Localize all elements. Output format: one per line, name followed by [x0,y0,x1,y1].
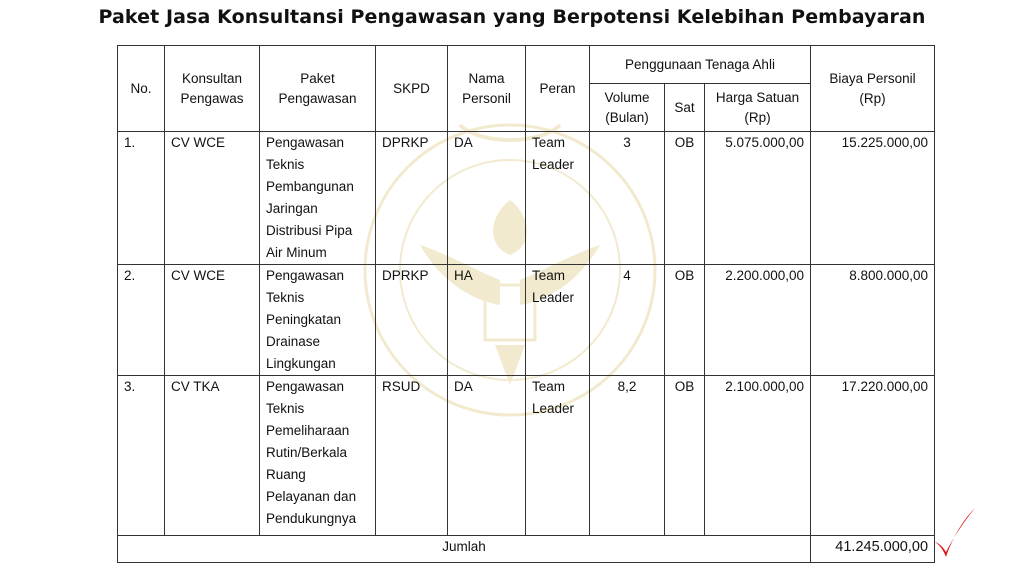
cell-nama: DA [448,376,526,536]
total-label: Jumlah [118,536,811,563]
header-no: No. [118,46,165,132]
cell-peran: Team Leader [526,265,590,376]
cell-volume: 3 [590,132,665,265]
cell-paket: Pengawasan Teknis Pembangunan Jaringan Distribusi Pipa Air Minum [260,132,376,265]
header-konsultan: Konsultan Pengawas [165,46,260,132]
cell-no: 3. [118,376,165,536]
header-skpd: SKPD [376,46,448,132]
checkmark-icon [930,505,978,563]
cell-sat: OB [665,376,705,536]
cell-paket: Pengawasan Teknis Pemeliharaan Rutin/Berkala Ruang Pelayanan dan Pendukungnya [260,376,376,536]
cell-harga: 2.100.000,00 [705,376,811,536]
cell-harga: 5.075.000,00 [705,132,811,265]
header-biaya-personil: Biaya Personil (Rp) [811,46,935,132]
cell-no: 1. [118,132,165,265]
cell-konsultan: CV WCE [165,132,260,265]
consultancy-table [117,45,935,563]
cell-skpd: RSUD [376,376,448,536]
table-row [118,132,935,265]
header-peran: Peran [526,46,590,132]
header-nama-personil: Nama Personil [448,46,526,132]
cell-biaya: 17.220.000,00 [811,376,935,536]
table-row [118,265,935,376]
cell-konsultan: CV WCE [165,265,260,376]
header-penggunaan-tenaga-ahli: Penggunaan Tenaga Ahli [590,46,811,84]
cell-sat: OB [665,132,705,265]
cell-sat: OB [665,265,705,376]
cell-konsultan: CV TKA [165,376,260,536]
document-title: Paket Jasa Konsultansi Pengawasan yang Berpotensi Kelebihan Pembayaran [98,6,926,28]
header-paket: Paket Pengawasan [260,46,376,132]
total-row [118,536,935,563]
cell-biaya: 8.800.000,00 [811,265,935,376]
cell-volume: 8,2 [590,376,665,536]
table-row [118,376,935,536]
cell-nama: DA [448,132,526,265]
cell-skpd: DPRKP [376,265,448,376]
cell-peran: Team Leader [526,376,590,536]
header-sat: Sat [665,84,705,132]
cell-biaya: 15.225.000,00 [811,132,935,265]
cell-skpd: DPRKP [376,132,448,265]
header-volume: Volume (Bulan) [590,84,665,132]
cell-no: 2. [118,265,165,376]
cell-harga: 2.200.000,00 [705,265,811,376]
header-harga-satuan: Harga Satuan (Rp) [705,84,811,132]
cell-peran: Team Leader [526,132,590,265]
cell-volume: 4 [590,265,665,376]
cell-nama: HA [448,265,526,376]
cell-paket: Pengawasan Teknis Peningkatan Drainase Lingkungan [260,265,376,376]
total-value: 41.245.000,00 [811,536,935,563]
